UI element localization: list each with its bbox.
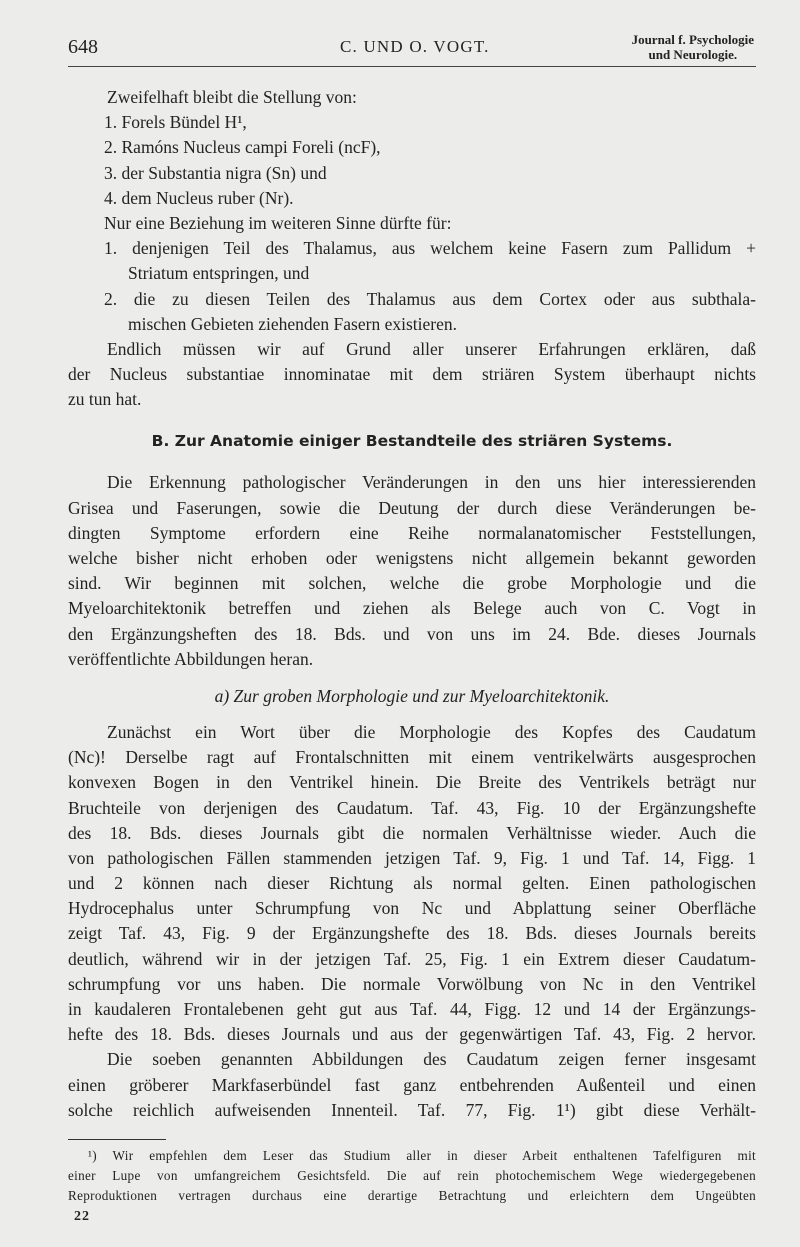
list-item-continuation: Striatum entspringen, und [128,263,310,284]
text-line: Bruchteile von derjenigen des Caudatum. Taf. 43, Fig. 10 der Ergänzungshefte [68,797,756,818]
text-line: dingten Symptome erfordern eine Reihe normalanatomischer Feststellungen, [68,522,756,543]
text-line: Myeloarchitektonik betreffen und ziehen als Belege auch von C. Vogt in [68,598,756,619]
text-line: Die Erkennung pathologischer Veränderungen in den uns hier interessierenden [107,472,756,493]
text-line: den Ergänzungsheften des 18. Bds. und von uns im 24. Bde. dieses Journals [68,623,756,644]
text-line: Zunächst ein Wort über die Morphologie des Kopfes des Caudatum [107,721,756,742]
footnote-line: Reproduktionen vertragen durchaus eine derartige Betrachtung und erleichtern dem Ungeübten [68,1187,756,1203]
running-head: C. UND O. VOGT. [340,37,490,56]
text-line: konvexen Bogen in den Ventrikel hinein. Die Breite des Ventrikels beträgt nur [68,772,756,793]
text-line: Nur eine Beziehung im weiteren Sinne dürfte für: [104,212,452,233]
body-text [68,85,756,1228]
text-line: zu tun hat. [68,389,142,410]
section-heading: B. Zur Anatomie einiger Bestandteile des striären Systems. [151,432,673,451]
list-item: 1. denjenigen Teil des Thalamus, aus welchem keine Fasern zum Pallidum + [104,238,756,259]
text-line: schrumpfung vor uns haben. Die normale Vorwölbung von Nc in den Ventrikel [68,973,756,994]
text-line: von pathologischen Fällen stammenden jetzigen Taf. 9, Fig. 1 und Taf. 14, Figg. 1 [68,847,756,868]
text-line: einen gröberer Markfaserbündel fast ganz entbehrenden Außenteil und einen [68,1074,756,1095]
text-line: Die soeben genannten Abbildungen des Caudatum zeigen ferner insgesamt [107,1049,756,1070]
text-line: zeigt Taf. 43, Fig. 9 der Ergänzungshefte des 18. Bds. dieses Journals bereits [68,923,756,944]
list-item: 3. der Substantia nigra (Sn) und [104,162,327,183]
text-line: Grisea und Faserungen, sowie die Deutung der durch diese Veränderungen be- [68,497,756,518]
page-number: 648 [68,36,98,58]
text-line: deutlich, während wir in der jetzigen Taf. 25, Fig. 1 ein Extrem dieser Caudatum- [68,948,756,969]
list-item: 2. Ramóns Nucleus campi Foreli (ncF), [104,137,381,158]
header-rule [68,66,756,67]
footnote-line: einer Lupe von umfangreichem Gesichtsfeld. Die auf rein photochemischem Wege wiedergegebenen [68,1167,756,1183]
signature-mark: 22 [74,1208,90,1224]
text-line: des 18. Bds. dieses Journals gibt die normalen Verhältnisse wieder. Auch die [68,822,756,843]
text-line: hefte des 18. Bds. dieses Journals und aus der gegenwärtigen Taf. 43, Fig. 2 hervor. [68,1024,756,1045]
text-line: der Nucleus substantiae innominatae mit dem striären System überhaupt nichts [68,364,756,385]
journal-name-line-1: Journal f. Psychologie [631,32,754,47]
footnote-line: ¹) Wir empfehlen dem Leser das Studium aller in dieser Arbeit enthaltenen Tafelfiguren mit [88,1147,756,1163]
journal-name [632,32,754,62]
text-line: Endlich müssen wir auf Grund aller unserer Erfahrungen erklären, daß [107,338,756,359]
journal-name-line-2: und Neurologie. [648,47,738,62]
list-item: 2. die zu diesen Teilen des Thalamus aus dem Cortex oder aus subthala- [104,288,756,309]
text-line: in kaudaleren Frontalebenen geht gut aus Taf. 44, Figg. 12 und 14 der Ergänzungs- [68,999,756,1019]
list-item-continuation: mischen Gebieten ziehenden Fasern existieren. [128,313,457,334]
subsection-heading: a) Zur groben Morphologie und zur Myeloarchitektonik. [214,685,610,706]
text-line: (Nc)! Derselbe ragt auf Frontalschnitten mit einem ventrikelwärts ausgesprochen [68,747,756,768]
footnote-rule [68,1139,166,1140]
list-item: 4. dem Nucleus ruber (Nr). [104,187,294,208]
list-item: 1. Forels Bündel H¹, [104,112,247,133]
text-line: Zweifelhaft bleibt die Stellung von: [107,87,357,107]
text-line: und 2 können nach dieser Richtung als normal gelten. Einen pathologischen [68,873,756,894]
text-line: Hydrocephalus unter Schrumpfung von Nc und Abplattung seiner Oberfläche [68,898,756,919]
text-line: welche bisher nicht erhoben oder wenigstens nicht allgemein bekannt geworden [68,548,756,568]
text-line: solche reichlich aufweisenden Innenteil. Taf. 77, Fig. 1¹) gibt diese Verhält- [68,1099,756,1120]
text-line: sind. Wir beginnen mit solchen, welche die grobe Morphologie und die [68,573,756,594]
text-line: veröffentlichte Abbildungen heran. [68,648,314,669]
